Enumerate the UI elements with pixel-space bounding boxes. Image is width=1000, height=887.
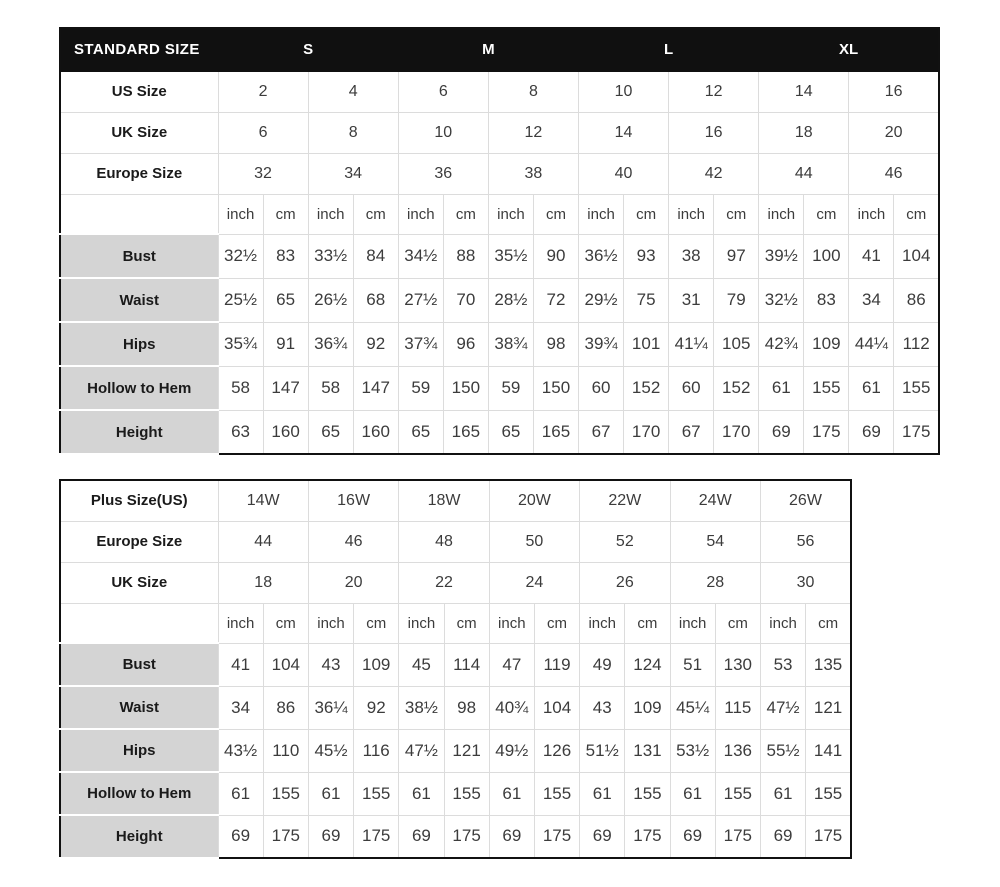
value-cell: 61: [489, 772, 534, 815]
empty-corner-cell: [60, 194, 218, 234]
value-cell: 38¾: [488, 322, 533, 366]
value-cell: 49: [580, 643, 625, 686]
value-cell: 60: [579, 366, 624, 410]
unit-cell: cm: [534, 603, 579, 643]
measure-label: Hollow to Hem: [60, 772, 218, 815]
value-cell: 35¾: [218, 322, 263, 366]
row-label: UK Size: [60, 112, 218, 153]
uk-size-row: [60, 112, 939, 153]
value-cell: 34½: [398, 234, 443, 278]
value-cell: 33½: [308, 234, 353, 278]
value-cell: 38: [669, 234, 714, 278]
unit-cell: inch: [849, 194, 894, 234]
size-cell: 28: [670, 562, 760, 603]
size-cell: 46: [308, 521, 398, 562]
value-cell: 37¾: [398, 322, 443, 366]
value-cell: 65: [398, 410, 443, 454]
size-group-xl: XL: [759, 28, 939, 71]
measure-label: Waist: [60, 686, 218, 729]
value-cell: 121: [806, 686, 851, 729]
unit-cell: cm: [625, 603, 670, 643]
value-cell: 86: [894, 278, 939, 322]
value-cell: 104: [263, 643, 308, 686]
unit-cell: cm: [263, 603, 308, 643]
size-cell: 44: [759, 153, 849, 194]
value-cell: 39½: [759, 234, 804, 278]
unit-cell: cm: [894, 194, 939, 234]
value-cell: 155: [894, 366, 939, 410]
value-cell: 67: [669, 410, 714, 454]
size-cell: 6: [218, 112, 308, 153]
unit-cell: cm: [715, 603, 760, 643]
value-cell: 58: [218, 366, 263, 410]
unit-cell: cm: [444, 603, 489, 643]
value-cell: 126: [534, 729, 579, 772]
value-cell: 160: [353, 410, 398, 454]
value-cell: 83: [263, 234, 308, 278]
unit-cell: inch: [579, 194, 624, 234]
unit-cell: cm: [263, 194, 308, 234]
size-cell: 22W: [580, 480, 670, 521]
size-cell: 42: [669, 153, 759, 194]
value-cell: 69: [489, 815, 534, 858]
value-cell: 155: [354, 772, 399, 815]
hips-row: [60, 729, 851, 772]
size-cell: 8: [308, 112, 398, 153]
value-cell: 61: [308, 772, 353, 815]
unit-cell: inch: [308, 194, 353, 234]
value-cell: 104: [894, 234, 939, 278]
value-cell: 147: [263, 366, 308, 410]
value-cell: 152: [624, 366, 669, 410]
value-cell: 61: [670, 772, 715, 815]
value-cell: 69: [760, 815, 805, 858]
value-cell: 36¼: [308, 686, 353, 729]
value-cell: 175: [263, 815, 308, 858]
value-cell: 75: [624, 278, 669, 322]
size-group-s: S: [218, 28, 398, 71]
value-cell: 141: [806, 729, 851, 772]
value-cell: 32½: [218, 234, 263, 278]
value-cell: 67: [579, 410, 624, 454]
value-cell: 175: [354, 815, 399, 858]
measure-label: Waist: [60, 278, 218, 322]
size-cell: 10: [398, 112, 488, 153]
waist-row: [60, 686, 851, 729]
standard-header-row: [60, 28, 939, 71]
size-cell: 4: [308, 71, 398, 112]
unit-cell: inch: [308, 603, 353, 643]
unit-cell: cm: [714, 194, 759, 234]
value-cell: 42¾: [759, 322, 804, 366]
units-row: [60, 603, 851, 643]
value-cell: 60: [669, 366, 714, 410]
value-cell: 119: [534, 643, 579, 686]
unit-cell: inch: [669, 194, 714, 234]
value-cell: 34: [218, 686, 263, 729]
size-cell: 54: [670, 521, 760, 562]
size-cell: 26W: [760, 480, 851, 521]
empty-corner-cell: [60, 603, 218, 643]
value-cell: 61: [759, 366, 804, 410]
value-cell: 100: [804, 234, 849, 278]
value-cell: 165: [533, 410, 578, 454]
value-cell: 86: [263, 686, 308, 729]
value-cell: 104: [534, 686, 579, 729]
value-cell: 69: [759, 410, 804, 454]
value-cell: 28½: [488, 278, 533, 322]
size-cell: 6: [398, 71, 488, 112]
value-cell: 45¼: [670, 686, 715, 729]
size-cell: 48: [399, 521, 489, 562]
size-cell: 32: [218, 153, 308, 194]
value-cell: 69: [670, 815, 715, 858]
value-cell: 115: [715, 686, 760, 729]
value-cell: 31: [669, 278, 714, 322]
value-cell: 91: [263, 322, 308, 366]
value-cell: 51½: [580, 729, 625, 772]
hollow-to-hem-row: [60, 772, 851, 815]
height-row: [60, 410, 939, 454]
size-cell: 12: [488, 112, 578, 153]
unit-cell: inch: [399, 603, 444, 643]
value-cell: 136: [715, 729, 760, 772]
value-cell: 68: [353, 278, 398, 322]
measure-label: Hips: [60, 322, 218, 366]
value-cell: 25½: [218, 278, 263, 322]
value-cell: 121: [444, 729, 489, 772]
unit-cell: cm: [443, 194, 488, 234]
size-cell: 36: [398, 153, 488, 194]
value-cell: 155: [804, 366, 849, 410]
value-cell: 147: [353, 366, 398, 410]
value-cell: 96: [443, 322, 488, 366]
value-cell: 43: [580, 686, 625, 729]
value-cell: 65: [308, 410, 353, 454]
value-cell: 109: [354, 643, 399, 686]
unit-cell: inch: [760, 603, 805, 643]
size-cell: 20W: [489, 480, 579, 521]
size-cell: 2: [218, 71, 308, 112]
unit-cell: inch: [398, 194, 443, 234]
value-cell: 61: [218, 772, 263, 815]
size-cell: 16: [849, 71, 939, 112]
measure-label: Bust: [60, 643, 218, 686]
value-cell: 36½: [579, 234, 624, 278]
value-cell: 155: [806, 772, 851, 815]
value-cell: 79: [714, 278, 759, 322]
value-cell: 65: [263, 278, 308, 322]
standard-size-table: [59, 27, 940, 455]
value-cell: 69: [399, 815, 444, 858]
value-cell: 155: [444, 772, 489, 815]
value-cell: 175: [804, 410, 849, 454]
unit-cell: cm: [804, 194, 849, 234]
size-cell: 52: [580, 521, 670, 562]
size-cell: 26: [580, 562, 670, 603]
value-cell: 41¼: [669, 322, 714, 366]
size-cell: 14: [759, 71, 849, 112]
unit-cell: cm: [533, 194, 578, 234]
value-cell: 155: [625, 772, 670, 815]
value-cell: 47: [489, 643, 534, 686]
unit-cell: inch: [580, 603, 625, 643]
size-cell: 38: [488, 153, 578, 194]
value-cell: 175: [444, 815, 489, 858]
hollow-to-hem-row: [60, 366, 939, 410]
size-cell: 12: [669, 71, 759, 112]
size-cell: 44: [218, 521, 308, 562]
plus-size-row: [60, 480, 851, 521]
value-cell: 49½: [489, 729, 534, 772]
value-cell: 150: [533, 366, 578, 410]
value-cell: 69: [218, 815, 263, 858]
value-cell: 61: [399, 772, 444, 815]
unit-cell: cm: [806, 603, 851, 643]
value-cell: 65: [488, 410, 533, 454]
value-cell: 40¾: [489, 686, 534, 729]
unit-cell: inch: [489, 603, 534, 643]
value-cell: 101: [624, 322, 669, 366]
value-cell: 59: [488, 366, 533, 410]
value-cell: 69: [580, 815, 625, 858]
value-cell: 61: [580, 772, 625, 815]
value-cell: 112: [894, 322, 939, 366]
value-cell: 152: [714, 366, 759, 410]
value-cell: 97: [714, 234, 759, 278]
value-cell: 44¼: [849, 322, 894, 366]
value-cell: 61: [849, 366, 894, 410]
value-cell: 36¾: [308, 322, 353, 366]
value-cell: 155: [715, 772, 760, 815]
value-cell: 155: [534, 772, 579, 815]
value-cell: 26½: [308, 278, 353, 322]
measure-label: Height: [60, 815, 218, 858]
size-cell: 10: [579, 71, 669, 112]
value-cell: 110: [263, 729, 308, 772]
value-cell: 116: [354, 729, 399, 772]
value-cell: 45½: [308, 729, 353, 772]
uk-size-row: [60, 562, 851, 603]
size-cell: 8: [488, 71, 578, 112]
value-cell: 92: [354, 686, 399, 729]
value-cell: 135: [806, 643, 851, 686]
standard-table-title: STANDARD SIZE: [60, 28, 218, 71]
europe-size-row: [60, 521, 851, 562]
value-cell: 175: [534, 815, 579, 858]
size-group-m: M: [398, 28, 578, 71]
value-cell: 35½: [488, 234, 533, 278]
europe-size-row: [60, 153, 939, 194]
value-cell: 41: [218, 643, 263, 686]
hips-row: [60, 322, 939, 366]
unit-cell: cm: [354, 603, 399, 643]
value-cell: 43: [308, 643, 353, 686]
value-cell: 38½: [399, 686, 444, 729]
bust-row: [60, 643, 851, 686]
value-cell: 84: [353, 234, 398, 278]
waist-row: [60, 278, 939, 322]
size-cell: 40: [579, 153, 669, 194]
value-cell: 175: [894, 410, 939, 454]
value-cell: 41: [849, 234, 894, 278]
value-cell: 92: [353, 322, 398, 366]
unit-cell: cm: [353, 194, 398, 234]
value-cell: 58: [308, 366, 353, 410]
value-cell: 131: [625, 729, 670, 772]
unit-cell: inch: [759, 194, 804, 234]
value-cell: 98: [533, 322, 578, 366]
value-cell: 39¾: [579, 322, 624, 366]
size-cell: 14: [579, 112, 669, 153]
unit-cell: inch: [670, 603, 715, 643]
value-cell: 114: [444, 643, 489, 686]
size-cell: 24W: [670, 480, 760, 521]
us-size-row: [60, 71, 939, 112]
measure-label: Bust: [60, 234, 218, 278]
value-cell: 69: [849, 410, 894, 454]
size-cell: 20: [308, 562, 398, 603]
value-cell: 90: [533, 234, 578, 278]
value-cell: 51: [670, 643, 715, 686]
value-cell: 53: [760, 643, 805, 686]
value-cell: 34: [849, 278, 894, 322]
size-cell: 16W: [308, 480, 398, 521]
value-cell: 32½: [759, 278, 804, 322]
value-cell: 109: [625, 686, 670, 729]
value-cell: 155: [263, 772, 308, 815]
measure-label: Hollow to Hem: [60, 366, 218, 410]
value-cell: 98: [444, 686, 489, 729]
size-cell: 18: [218, 562, 308, 603]
measure-label: Hips: [60, 729, 218, 772]
value-cell: 47½: [399, 729, 444, 772]
value-cell: 130: [715, 643, 760, 686]
row-label: Europe Size: [60, 521, 218, 562]
value-cell: 109: [804, 322, 849, 366]
unit-cell: inch: [218, 603, 263, 643]
size-cell: 16: [669, 112, 759, 153]
value-cell: 160: [263, 410, 308, 454]
plus-size-table: [59, 479, 852, 859]
height-row: [60, 815, 851, 858]
size-cell: 34: [308, 153, 398, 194]
row-label: Europe Size: [60, 153, 218, 194]
measure-label: Height: [60, 410, 218, 454]
tables-container: [59, 27, 940, 859]
size-group-l: L: [579, 28, 759, 71]
value-cell: 72: [533, 278, 578, 322]
units-row: [60, 194, 939, 234]
value-cell: 175: [625, 815, 670, 858]
unit-cell: inch: [488, 194, 533, 234]
value-cell: 43½: [218, 729, 263, 772]
value-cell: 93: [624, 234, 669, 278]
value-cell: 53½: [670, 729, 715, 772]
value-cell: 170: [714, 410, 759, 454]
value-cell: 63: [218, 410, 263, 454]
value-cell: 124: [625, 643, 670, 686]
size-cell: 24: [489, 562, 579, 603]
value-cell: 150: [443, 366, 488, 410]
value-cell: 165: [443, 410, 488, 454]
unit-cell: cm: [624, 194, 669, 234]
value-cell: 170: [624, 410, 669, 454]
value-cell: 175: [806, 815, 851, 858]
value-cell: 88: [443, 234, 488, 278]
unit-cell: inch: [218, 194, 263, 234]
value-cell: 27½: [398, 278, 443, 322]
row-label: US Size: [60, 71, 218, 112]
value-cell: 45: [399, 643, 444, 686]
value-cell: 61: [760, 772, 805, 815]
bust-row: [60, 234, 939, 278]
value-cell: 55½: [760, 729, 805, 772]
size-cell: 22: [399, 562, 489, 603]
size-cell: 56: [760, 521, 851, 562]
value-cell: 69: [308, 815, 353, 858]
value-cell: 105: [714, 322, 759, 366]
value-cell: 59: [398, 366, 443, 410]
size-cell: 30: [760, 562, 851, 603]
value-cell: 83: [804, 278, 849, 322]
value-cell: 70: [443, 278, 488, 322]
value-cell: 29½: [579, 278, 624, 322]
size-cell: 46: [849, 153, 939, 194]
size-cell: 14W: [218, 480, 308, 521]
size-cell: 50: [489, 521, 579, 562]
value-cell: 175: [715, 815, 760, 858]
size-cell: 20: [849, 112, 939, 153]
row-label: UK Size: [60, 562, 218, 603]
row-label: Plus Size(US): [60, 480, 218, 521]
value-cell: 47½: [760, 686, 805, 729]
size-cell: 18W: [399, 480, 489, 521]
size-cell: 18: [759, 112, 849, 153]
